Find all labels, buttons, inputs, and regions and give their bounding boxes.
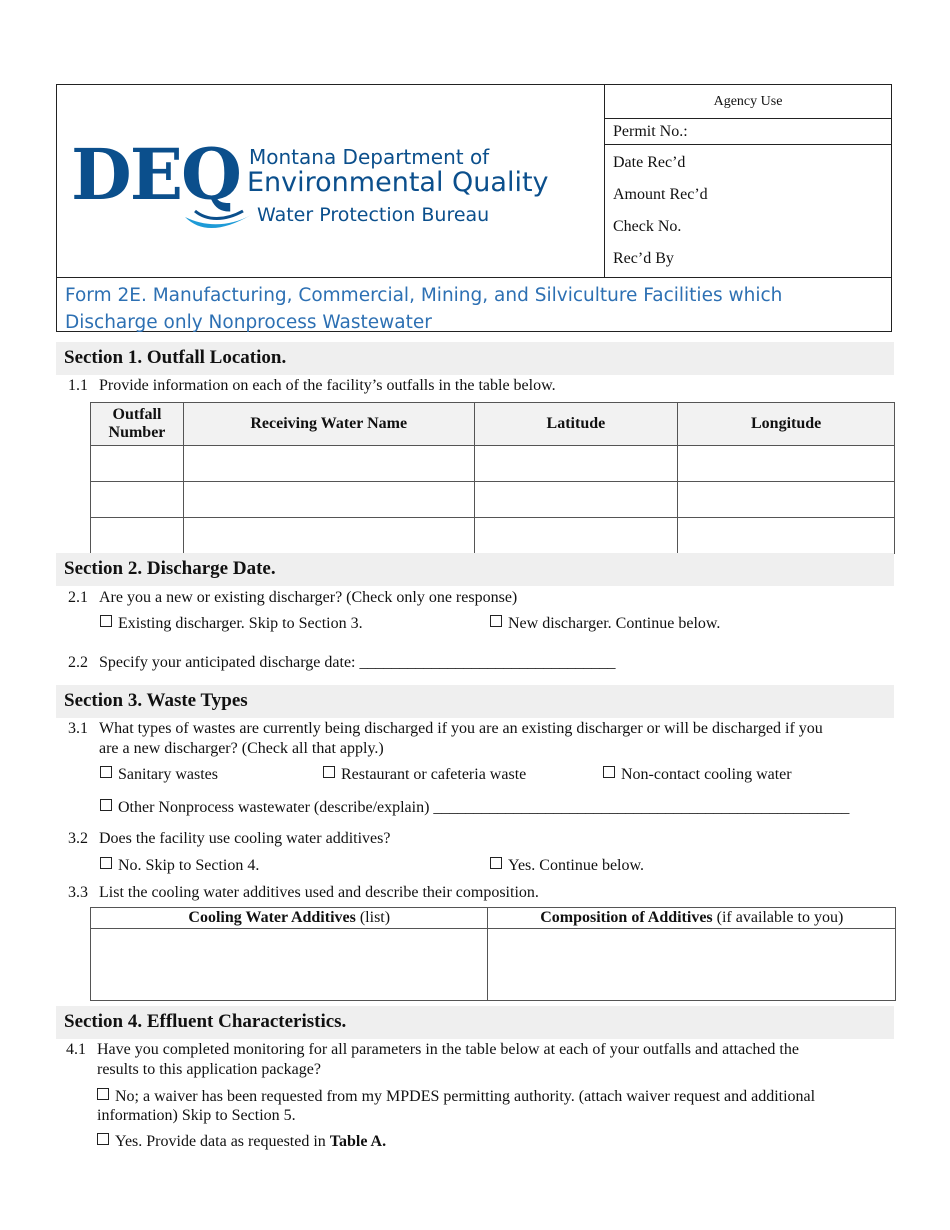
discharge-date-field[interactable]: Specify your anticipated discharge date: ________________________________: [99, 654, 616, 671]
additives-list-cell[interactable]: [91, 929, 488, 1001]
noncontact-cooling-option[interactable]: [603, 765, 792, 785]
existing-discharger-option[interactable]: [100, 614, 363, 634]
deq-logo-letters: DEQ: [71, 133, 241, 216]
other-nonprocess-checkbox[interactable]: [100, 799, 112, 811]
wave-icon: [183, 207, 253, 233]
section-1-title: Section 1. Outfall Location.: [64, 347, 287, 368]
logo-cell: [57, 85, 605, 277]
q3-3-number: 3.3: [68, 884, 88, 901]
additives-composition-header: Composition of Additives (if available to you): [488, 908, 896, 929]
table-cell[interactable]: [678, 482, 895, 518]
additives-header-row: [91, 908, 896, 929]
form-title-row: [57, 277, 891, 332]
existing-discharger-label: Existing discharger. Skip to Section 3.: [118, 615, 363, 632]
data-yes-checkbox[interactable]: [97, 1133, 109, 1145]
table-row: [91, 929, 896, 1001]
section-3-title: Section 3. Waste Types: [64, 690, 248, 711]
outfall-number-header: Outfall Number: [91, 403, 184, 446]
form-header: [56, 84, 892, 332]
latitude-header: Latitude: [474, 403, 678, 446]
logo-line-3: Water Protection Bureau: [257, 204, 490, 226]
noncontact-cooling-label: Non-contact cooling water: [621, 766, 792, 783]
q1-1-text: Provide information on each of the facility’s outfalls in the table below.: [99, 377, 556, 394]
sanitary-wastes-checkbox[interactable]: [100, 766, 112, 778]
waiver-no-option[interactable]: [97, 1087, 815, 1107]
sanitary-wastes-option[interactable]: [100, 765, 218, 785]
q3-1-line-1: What types of wastes are currently being discharged if you are an existing discharger or will be discharged if you: [99, 720, 823, 737]
date-recd-field[interactable]: Date Rec’d: [613, 154, 686, 171]
deq-logo: [71, 135, 591, 235]
table-cell[interactable]: [91, 446, 184, 482]
q3-2-number: 3.2: [68, 830, 88, 847]
q2-2-number: 2.2: [68, 654, 88, 671]
additives-no-checkbox[interactable]: [100, 857, 112, 869]
table-cell[interactable]: [183, 482, 474, 518]
new-discharger-label: New discharger. Continue below.: [508, 615, 721, 632]
additives-composition-cell[interactable]: [488, 929, 896, 1001]
waiver-no-checkbox[interactable]: [97, 1088, 109, 1100]
section-2-title: Section 2. Discharge Date.: [64, 558, 276, 579]
table-cell[interactable]: [91, 518, 184, 554]
table-a-reference: Table A.: [329, 1133, 387, 1150]
q3-1-number: 3.1: [68, 720, 88, 737]
q4-1-number: 4.1: [66, 1041, 86, 1058]
agency-use-title: Agency Use: [605, 85, 891, 119]
outfall-table: [90, 402, 895, 554]
permit-no-field[interactable]: Permit No.:: [605, 118, 891, 145]
q4-1-line-1: Have you completed monitoring for all parameters in the table below at each of your outfalls and attached the: [97, 1041, 799, 1058]
restaurant-waste-label: Restaurant or cafeteria waste: [341, 766, 527, 783]
table-cell[interactable]: [183, 446, 474, 482]
waiver-no-label-1: No; a waiver has been requested from my MPDES permitting authority. (attach waiver request and additional: [115, 1088, 816, 1105]
section-4-title: Section 4. Effluent Characteristics.: [64, 1011, 347, 1032]
data-yes-option[interactable]: [97, 1132, 386, 1152]
outfall-table-header-row: [91, 403, 895, 446]
section-1-header: [56, 342, 894, 375]
q3-2-text: Does the facility use cooling water additives?: [99, 830, 391, 847]
additives-no-label: No. Skip to Section 4.: [118, 857, 260, 874]
table-row: [91, 446, 895, 482]
table-cell[interactable]: [91, 482, 184, 518]
q2-1-number: 2.1: [68, 589, 88, 606]
table-cell[interactable]: [678, 518, 895, 554]
additives-table: [90, 907, 896, 1001]
table-row: [91, 482, 895, 518]
section-4-header: [56, 1006, 894, 1039]
receiving-water-header: Receiving Water Name: [183, 403, 474, 446]
noncontact-cooling-checkbox[interactable]: [603, 766, 615, 778]
form-title-line-1: Form 2E. Manufacturing, Commercial, Mining, and Silviculture Facilities which: [65, 285, 783, 306]
q3-1-line-2: are a new discharger? (Check all that apply.): [99, 740, 384, 757]
other-nonprocess-option[interactable]: [100, 798, 849, 818]
additives-list-header: Cooling Water Additives (list): [91, 908, 488, 929]
q3-3-text: List the cooling water additives used and describe their composition.: [99, 884, 539, 901]
restaurant-waste-option[interactable]: [323, 765, 526, 785]
table-cell[interactable]: [474, 482, 678, 518]
table-cell[interactable]: [183, 518, 474, 554]
q2-1-text: Are you a new or existing discharger? (Check only one response): [99, 589, 518, 606]
additives-yes-label: Yes. Continue below.: [508, 857, 645, 874]
q1-1-number: 1.1: [68, 377, 88, 394]
q4-1-line-2: results to this application package?: [97, 1061, 321, 1078]
section-2-header: [56, 553, 894, 586]
table-cell[interactable]: [678, 446, 895, 482]
new-discharger-option[interactable]: [490, 614, 720, 634]
table-row: [91, 518, 895, 554]
form-title-line-2: Discharge only Nonprocess Wastewater: [65, 312, 432, 333]
table-cell[interactable]: [474, 518, 678, 554]
logo-line-2: Environmental Quality: [247, 167, 549, 198]
amount-recd-field[interactable]: Amount Rec’d: [613, 186, 708, 203]
other-nonprocess-label: Other Nonprocess wastewater (describe/explain) ____________________________________________________: [118, 799, 850, 816]
longitude-header: Longitude: [678, 403, 895, 446]
new-discharger-checkbox[interactable]: [490, 615, 502, 627]
sanitary-wastes-label: Sanitary wastes: [118, 766, 218, 783]
section-3-header: [56, 685, 894, 718]
recd-by-field[interactable]: Rec’d By: [613, 250, 674, 267]
additives-yes-checkbox[interactable]: [490, 857, 502, 869]
logo-line-1: Montana Department of: [249, 145, 490, 169]
existing-discharger-checkbox[interactable]: [100, 615, 112, 627]
additives-yes-option[interactable]: [490, 856, 644, 876]
check-no-field[interactable]: Check No.: [613, 218, 682, 235]
restaurant-waste-checkbox[interactable]: [323, 766, 335, 778]
waiver-no-label-2: information) Skip to Section 5.: [97, 1107, 296, 1124]
additives-no-option[interactable]: [100, 856, 259, 876]
table-cell[interactable]: [474, 446, 678, 482]
agency-use-box: [605, 85, 891, 277]
data-yes-label: Yes. Provide data as requested in: [115, 1133, 330, 1150]
form-title: [65, 282, 845, 336]
